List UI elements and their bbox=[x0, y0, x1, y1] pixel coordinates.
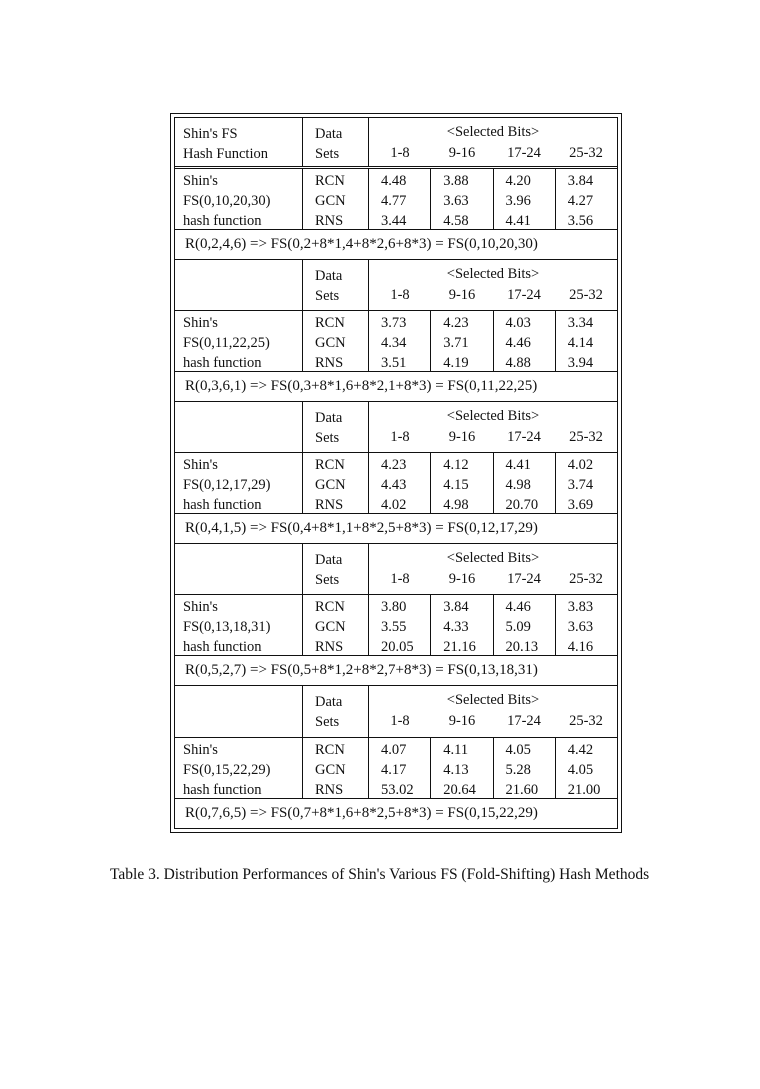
data-set-name: GCN bbox=[315, 762, 346, 778]
data-sets-header-cell bbox=[303, 260, 369, 310]
data-sets-header-line: Data bbox=[315, 552, 343, 568]
value: 4.05 bbox=[505, 742, 531, 758]
data-set-name: GCN bbox=[315, 477, 346, 494]
table-block bbox=[175, 260, 617, 402]
value: 4.77 bbox=[381, 193, 407, 210]
hash-function-name-cell bbox=[175, 595, 303, 655]
value: 3.51 bbox=[381, 355, 407, 372]
table-data-row bbox=[175, 738, 617, 799]
formula-row: R(0,3,6,1) => FS(0,3+8*1,6+8*2,1+8*3) = FS(0,11,22,25) bbox=[185, 378, 538, 395]
data-sets-cell bbox=[303, 738, 369, 798]
bit-range-label: 17-24 bbox=[507, 429, 541, 445]
value: 4.14 bbox=[567, 335, 594, 352]
hash-function-name-line: hash function bbox=[183, 213, 262, 230]
value: 3.63 bbox=[567, 619, 594, 636]
bit-range-label: 9-16 bbox=[448, 713, 476, 729]
value: 4.41 bbox=[505, 213, 531, 230]
data-sets-header-cell bbox=[303, 544, 369, 594]
selected-bits-title: <Selected Bits> bbox=[446, 692, 540, 708]
data-set-name: GCN bbox=[315, 335, 346, 352]
value: 4.11 bbox=[443, 742, 469, 758]
value: 3.80 bbox=[381, 599, 407, 616]
value: 3.84 bbox=[443, 599, 469, 616]
hash-function-name-line: Shin's bbox=[183, 173, 218, 190]
hash-function-name-line: FS(0,13,18,31) bbox=[183, 619, 271, 636]
data-sets-header-line: Data bbox=[315, 126, 343, 142]
value: 20.64 bbox=[443, 782, 476, 798]
hash-function-name-cell bbox=[175, 311, 303, 371]
bit-range-label: 25-32 bbox=[569, 713, 603, 729]
bit-range-label: 1-8 bbox=[390, 287, 410, 303]
value: 3.74 bbox=[567, 477, 594, 494]
value: 4.88 bbox=[505, 355, 531, 372]
hash-function-name-line: FS(0,12,17,29) bbox=[183, 477, 271, 494]
hash-function-header-line: Shin's FS bbox=[183, 126, 238, 142]
value-cell bbox=[431, 738, 493, 798]
value-cell bbox=[431, 595, 493, 655]
selected-bits-header-cell bbox=[369, 118, 617, 166]
value-cell bbox=[494, 738, 556, 798]
data-set-name: RCN bbox=[315, 315, 345, 332]
value-cell bbox=[431, 169, 493, 229]
data-sets-cell bbox=[303, 169, 369, 229]
value: 4.43 bbox=[381, 477, 407, 494]
table-block bbox=[175, 118, 617, 260]
value: 4.34 bbox=[381, 335, 407, 352]
data-sets-cell bbox=[303, 595, 369, 655]
bit-range-label: 9-16 bbox=[448, 287, 476, 303]
value: 4.20 bbox=[505, 173, 531, 190]
data-set-name: RCN bbox=[315, 742, 345, 758]
value: 4.16 bbox=[567, 639, 594, 656]
data-set-name: RNS bbox=[315, 782, 344, 798]
bit-range-label: 1-8 bbox=[390, 145, 410, 161]
value-cell bbox=[494, 595, 556, 655]
value: 3.84 bbox=[567, 173, 594, 190]
hash-function-header-cell bbox=[175, 118, 303, 166]
value: 4.46 bbox=[505, 599, 531, 616]
value-cell bbox=[556, 311, 617, 371]
hash-function-name-cell bbox=[175, 738, 303, 798]
value: 4.48 bbox=[381, 173, 407, 190]
data-sets-header-cell bbox=[303, 402, 369, 452]
hash-function-name-line: FS(0,10,20,30) bbox=[183, 193, 271, 210]
value: 4.12 bbox=[443, 457, 469, 474]
value: 3.56 bbox=[567, 213, 594, 230]
selected-bits-title: <Selected Bits> bbox=[446, 124, 540, 140]
value-cell bbox=[494, 169, 556, 229]
bit-range-label: 1-8 bbox=[390, 429, 410, 445]
table-header-row bbox=[175, 686, 617, 738]
value-cell bbox=[369, 453, 431, 513]
table-data-row bbox=[175, 169, 617, 230]
hash-function-name-cell bbox=[175, 453, 303, 513]
value-cell bbox=[369, 169, 431, 229]
value: 3.73 bbox=[381, 315, 407, 332]
bit-range-labels bbox=[369, 571, 617, 588]
results-table bbox=[170, 113, 622, 833]
table-data-row bbox=[175, 595, 617, 656]
selected-bits-header-cell bbox=[369, 544, 617, 594]
table-block bbox=[175, 402, 617, 544]
data-sets-header-cell bbox=[303, 686, 369, 737]
data-sets-header-line: Sets bbox=[315, 146, 340, 162]
hash-function-name-line: hash function bbox=[183, 355, 262, 372]
table-caption: Table 3. Distribution Performances of Shin's Various FS (Fold-Shifting) Hash Methods bbox=[110, 866, 650, 883]
hash-function-header-line: Hash Function bbox=[183, 146, 268, 162]
value-cell bbox=[369, 311, 431, 371]
bit-range-label: 9-16 bbox=[448, 571, 476, 587]
hash-function-name-line: hash function bbox=[183, 639, 262, 656]
bit-range-label: 1-8 bbox=[390, 571, 410, 587]
bit-range-label: 25-32 bbox=[569, 571, 603, 587]
selected-bits-header-cell bbox=[369, 686, 617, 737]
value-cell bbox=[556, 738, 617, 798]
data-set-name: RCN bbox=[315, 457, 345, 474]
value: 3.88 bbox=[443, 173, 469, 190]
data-sets-header-line: Data bbox=[315, 268, 343, 284]
value: 5.28 bbox=[505, 762, 531, 778]
value-cell bbox=[556, 595, 617, 655]
data-set-name: RNS bbox=[315, 497, 344, 514]
bit-range-labels bbox=[369, 429, 617, 446]
value-cell bbox=[556, 453, 617, 513]
value: 4.17 bbox=[381, 762, 407, 778]
selected-bits-title: <Selected Bits> bbox=[446, 266, 540, 282]
value: 20.13 bbox=[505, 639, 539, 656]
value: 4.02 bbox=[567, 457, 594, 474]
value: 3.63 bbox=[443, 193, 469, 210]
table-header-row bbox=[175, 260, 617, 311]
bit-range-label: 17-24 bbox=[507, 145, 541, 161]
value: 3.96 bbox=[505, 193, 531, 210]
data-set-name: RCN bbox=[315, 173, 345, 190]
value: 4.23 bbox=[381, 457, 407, 474]
bit-range-label: 17-24 bbox=[507, 713, 541, 729]
data-sets-header-line: Data bbox=[315, 694, 343, 710]
selected-bits-title: <Selected Bits> bbox=[446, 408, 540, 424]
data-set-name: RNS bbox=[315, 213, 344, 230]
value-cell bbox=[369, 595, 431, 655]
value: 4.02 bbox=[381, 497, 407, 514]
value: 53.02 bbox=[381, 782, 414, 798]
table-data-row bbox=[175, 311, 617, 372]
value: 4.27 bbox=[567, 193, 594, 210]
bit-range-label: 25-32 bbox=[569, 287, 603, 303]
value: 3.94 bbox=[567, 355, 594, 372]
bit-range-label: 17-24 bbox=[507, 287, 541, 303]
hash-function-name-line: FS(0,11,22,25) bbox=[183, 335, 270, 352]
results-table-inner bbox=[174, 117, 618, 829]
data-sets-header-line: Sets bbox=[315, 572, 340, 588]
hash-function-name-cell bbox=[175, 169, 303, 229]
value: 4.33 bbox=[443, 619, 469, 636]
selected-bits-title: <Selected Bits> bbox=[446, 550, 540, 566]
value: 21.16 bbox=[443, 639, 476, 656]
bit-range-label: 9-16 bbox=[448, 429, 476, 445]
value: 3.71 bbox=[443, 335, 469, 352]
value: 4.03 bbox=[505, 315, 531, 332]
value: 4.13 bbox=[443, 762, 469, 778]
bit-range-label: 9-16 bbox=[448, 145, 476, 161]
table-header-row bbox=[175, 544, 617, 595]
data-sets-header-line: Sets bbox=[315, 430, 340, 446]
hash-function-name-line: Shin's bbox=[183, 599, 218, 616]
data-set-name: GCN bbox=[315, 619, 346, 636]
data-sets-cell bbox=[303, 311, 369, 371]
selected-bits-header-cell bbox=[369, 402, 617, 452]
hash-function-name-line: hash function bbox=[183, 497, 262, 514]
table-header-row bbox=[175, 402, 617, 453]
value: 20.05 bbox=[381, 639, 414, 656]
bit-range-label: 25-32 bbox=[569, 145, 603, 161]
hash-function-name-line: hash function bbox=[183, 782, 262, 798]
value: 3.83 bbox=[567, 599, 594, 616]
value: 3.34 bbox=[567, 315, 594, 332]
value-cell bbox=[494, 453, 556, 513]
formula-row: R(0,5,2,7) => FS(0,5+8*1,2+8*2,7+8*3) = FS(0,13,18,31) bbox=[185, 662, 538, 679]
table-block bbox=[175, 686, 617, 828]
data-sets-header-cell bbox=[303, 118, 369, 166]
value-cell bbox=[369, 738, 431, 798]
value: 4.58 bbox=[443, 213, 469, 230]
hash-function-header-cell bbox=[175, 260, 303, 310]
value: 21.60 bbox=[505, 782, 539, 798]
bit-range-label: 1-8 bbox=[390, 713, 410, 729]
bit-range-labels bbox=[369, 713, 617, 730]
data-set-name: RNS bbox=[315, 639, 344, 656]
hash-function-name-line: Shin's bbox=[183, 315, 218, 332]
hash-function-name-line: Shin's bbox=[183, 742, 218, 758]
value: 4.98 bbox=[443, 497, 469, 514]
value: 21.00 bbox=[567, 782, 601, 798]
data-sets-header-line: Sets bbox=[315, 714, 340, 730]
formula-row: R(0,7,6,5) => FS(0,7+8*1,6+8*2,5+8*3) = FS(0,15,22,29) bbox=[185, 805, 538, 821]
formula-row: R(0,2,4,6) => FS(0,2+8*1,4+8*2,6+8*3) = FS(0,10,20,30) bbox=[185, 236, 538, 253]
hash-function-header-cell bbox=[175, 402, 303, 452]
value-cell bbox=[431, 311, 493, 371]
bit-range-label: 17-24 bbox=[507, 571, 541, 587]
value: 3.55 bbox=[381, 619, 407, 636]
value-cell bbox=[431, 453, 493, 513]
value: 20.70 bbox=[505, 497, 539, 514]
data-sets-header-line: Data bbox=[315, 410, 343, 426]
data-set-name: RNS bbox=[315, 355, 344, 372]
bit-range-labels bbox=[369, 287, 617, 304]
table-data-row bbox=[175, 453, 617, 514]
value: 4.41 bbox=[505, 457, 531, 474]
hash-function-header-cell bbox=[175, 686, 303, 737]
formula-row: R(0,4,1,5) => FS(0,4+8*1,1+8*2,5+8*3) = FS(0,12,17,29) bbox=[185, 520, 538, 537]
value: 4.98 bbox=[505, 477, 531, 494]
value: 5.09 bbox=[505, 619, 531, 636]
data-set-name: RCN bbox=[315, 599, 345, 616]
table-header-row bbox=[175, 118, 617, 169]
value: 4.15 bbox=[443, 477, 469, 494]
value: 4.19 bbox=[443, 355, 469, 372]
value: 4.42 bbox=[567, 742, 594, 758]
bit-range-labels bbox=[369, 145, 617, 162]
value: 4.05 bbox=[567, 762, 594, 778]
value-cell bbox=[494, 311, 556, 371]
value: 4.46 bbox=[505, 335, 531, 352]
table-block bbox=[175, 544, 617, 686]
data-sets-header-line: Sets bbox=[315, 288, 340, 304]
value: 4.07 bbox=[381, 742, 407, 758]
bit-range-label: 25-32 bbox=[569, 429, 603, 445]
value: 4.23 bbox=[443, 315, 469, 332]
hash-function-header-cell bbox=[175, 544, 303, 594]
data-sets-cell bbox=[303, 453, 369, 513]
data-set-name: GCN bbox=[315, 193, 346, 210]
selected-bits-header-cell bbox=[369, 260, 617, 310]
hash-function-name-line: Shin's bbox=[183, 457, 218, 474]
value: 3.69 bbox=[567, 497, 594, 514]
value: 3.44 bbox=[381, 213, 407, 230]
hash-function-name-line: FS(0,15,22,29) bbox=[183, 762, 271, 778]
value-cell bbox=[556, 169, 617, 229]
